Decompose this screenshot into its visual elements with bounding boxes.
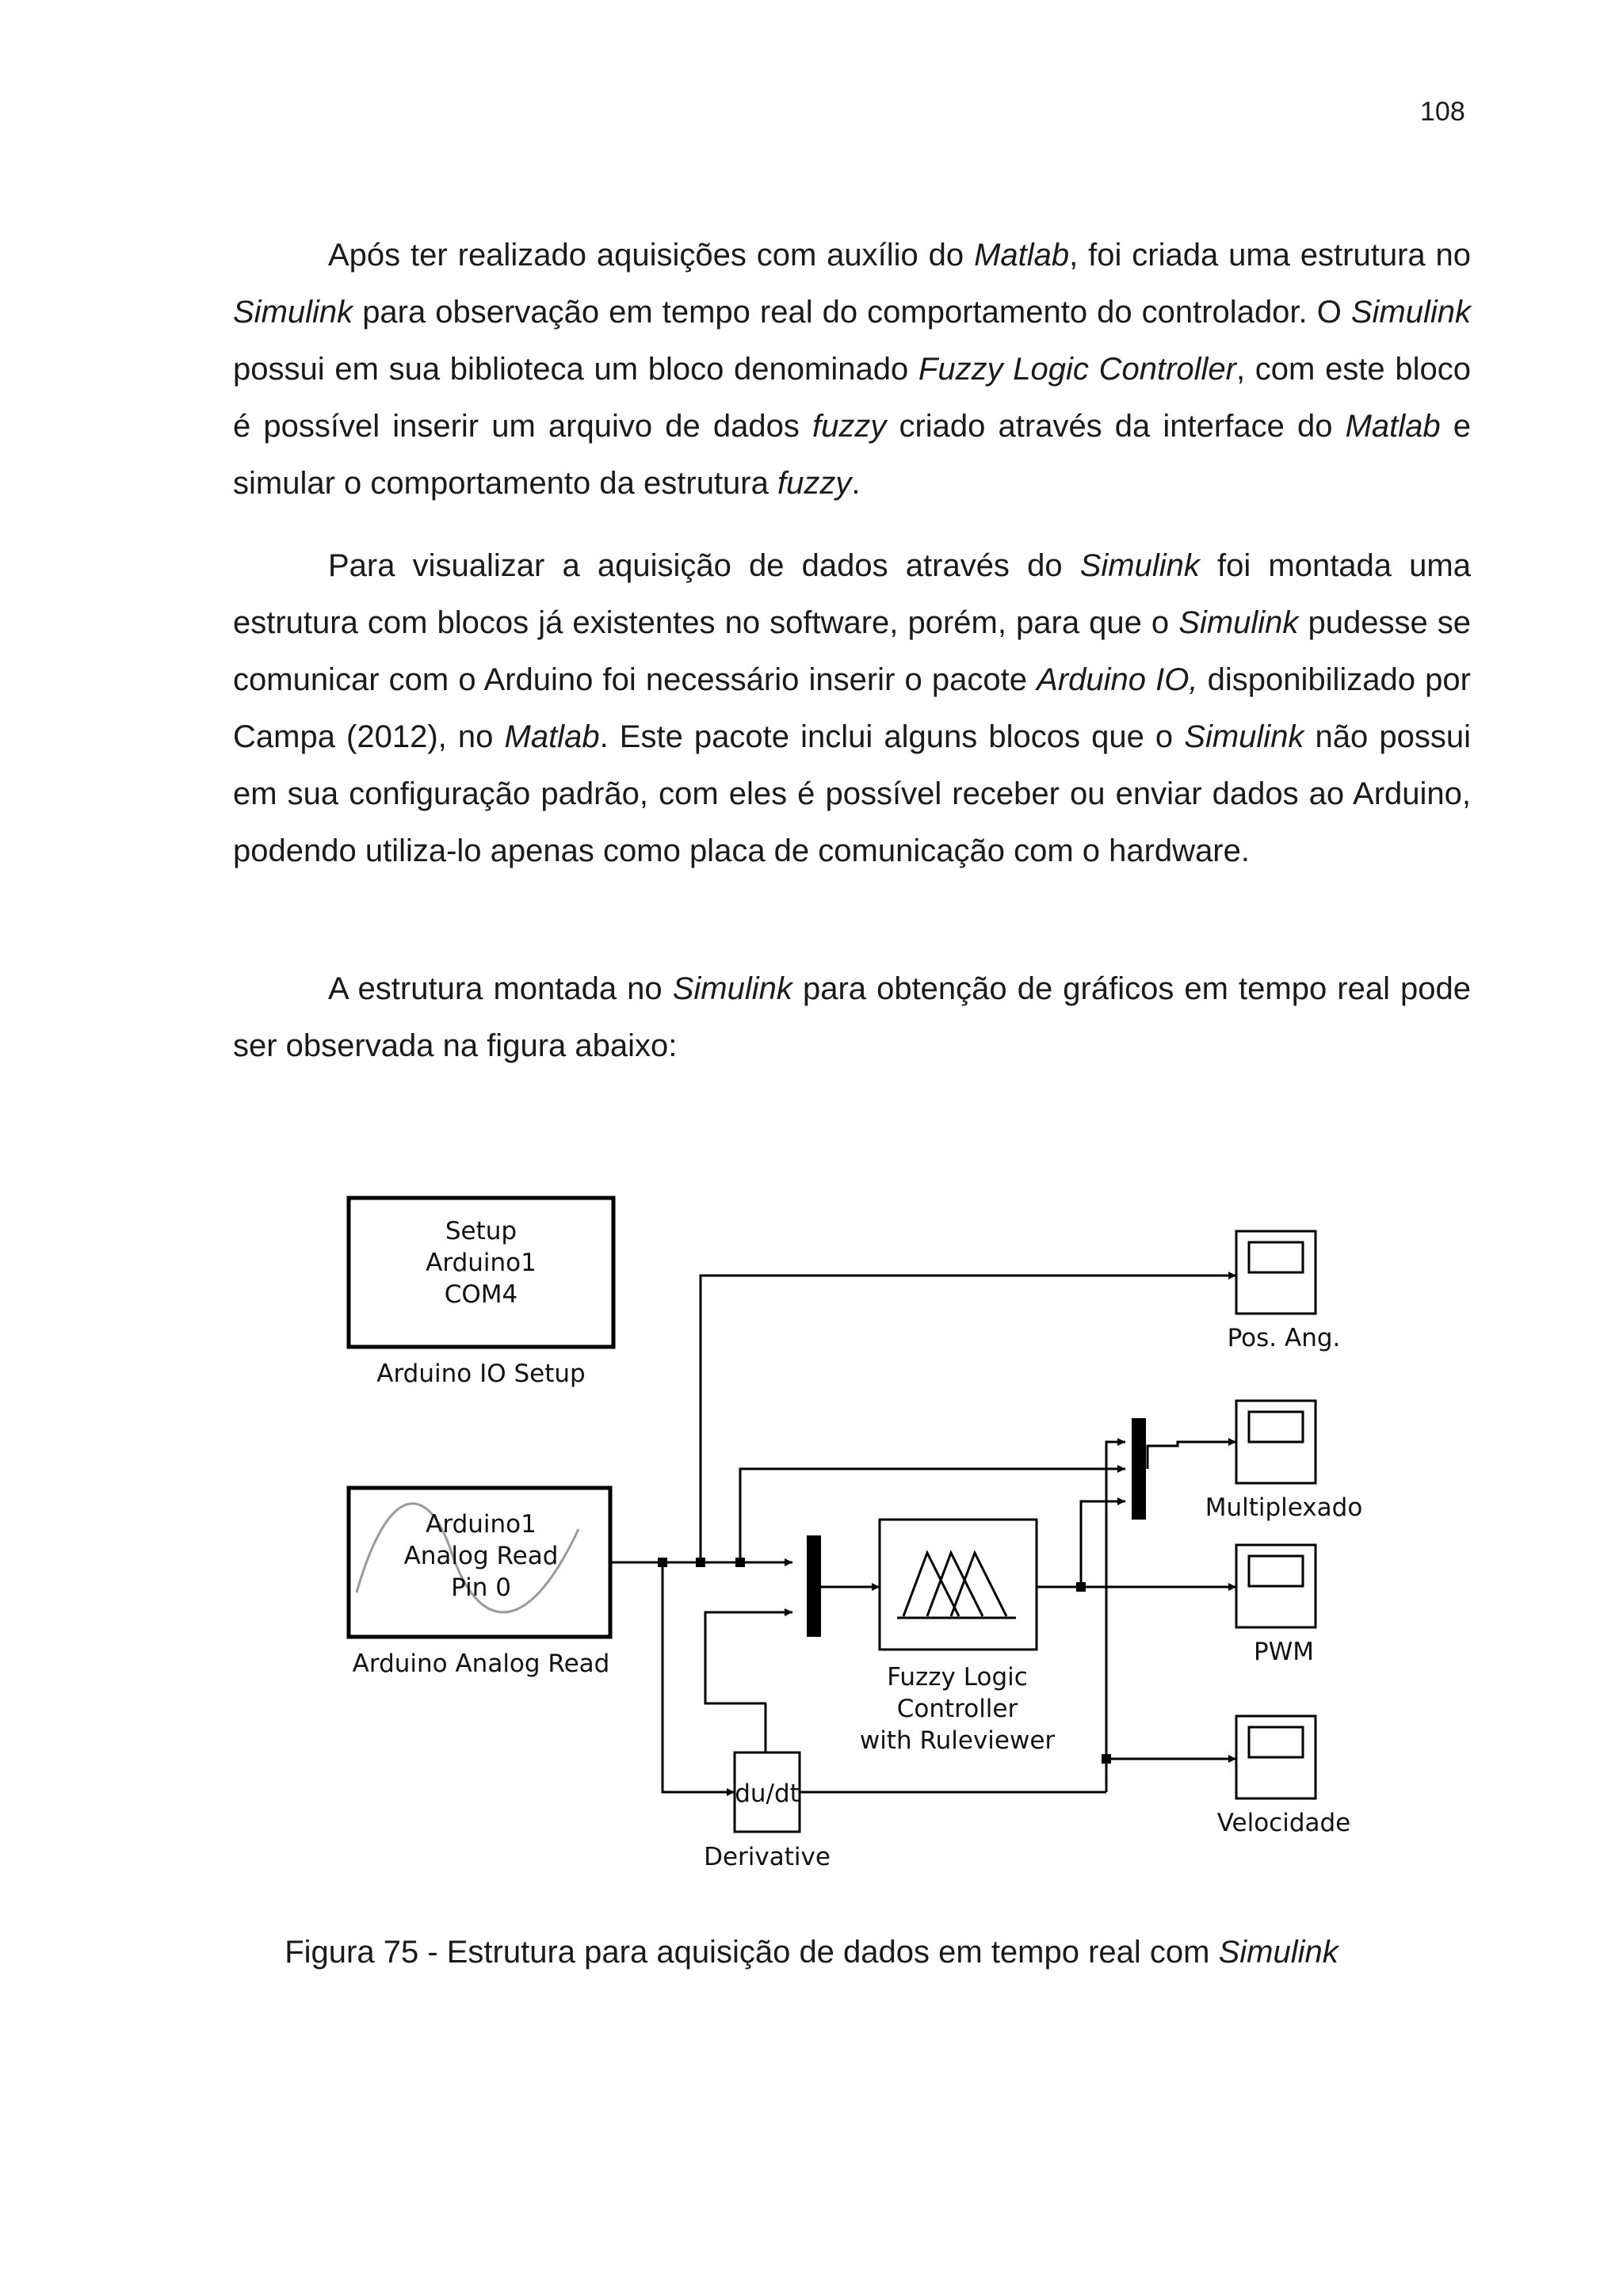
paragraph-text-run: fuzzy	[812, 409, 887, 444]
arduino-io-setup-block	[349, 1198, 613, 1347]
paragraph-text-run: foi montada uma estrutura com blocos já existentes no software, porém, para que o	[233, 548, 1471, 640]
paragraph-text-run: criado através da interface do	[886, 409, 1346, 444]
paragraph-text-run: pudesse se comunicar com o Arduino foi necessário inserir o pacote	[233, 605, 1472, 697]
scope-multiplexado	[1236, 1401, 1316, 1483]
paragraph-text-run: Simulink	[1079, 548, 1200, 583]
setup-block-line-1: Setup	[445, 1217, 517, 1245]
paragraph-text-run: . Este pacote inclui alguns blocos que o	[599, 719, 1185, 754]
paragraph-text-run: Matlab	[974, 238, 1070, 273]
paragraph-text-run: para observação em tempo real do comportamento do controlador. O	[353, 295, 1351, 330]
analog-block-line-2: Analog Read	[403, 1542, 559, 1570]
mux-bar-2	[1132, 1418, 1146, 1520]
paragraph-text-run: e simular o comportamento da estrutura	[233, 409, 1472, 501]
paragraph-text-run: A estrutura montada no	[328, 971, 673, 1006]
figure-caption	[0, 1935, 1623, 1970]
paragraph-text-run: possui em sua biblioteca um bloco denominado	[233, 352, 918, 387]
paragraph-text-run: Fuzzy Logic Controller	[918, 352, 1236, 387]
setup-block-line-2: Arduino1	[426, 1249, 537, 1277]
caption-text-run: Figura 75 - Estrutura para aquisição de dados em tempo real com	[285, 1935, 1219, 1970]
setup-block-label: Arduino IO Setup	[376, 1360, 586, 1388]
scope-pwm	[1236, 1545, 1316, 1627]
paragraph-text-run: , com este bloco é possível inserir um arquivo de dados	[233, 352, 1471, 444]
caption-text-run: Simulink	[1218, 1935, 1338, 1970]
fuzzy-label-line-2: Controller	[896, 1695, 1018, 1723]
paragraph-text-run: Após ter realizado aquisições com auxílio do	[328, 238, 975, 273]
arduino-analog-read-block	[349, 1488, 610, 1637]
paragraph-text-run: Arduino IO,	[1037, 662, 1198, 697]
paragraph-text-run: Simulink	[672, 971, 792, 1006]
fuzzy-logic-controller-block	[880, 1520, 1037, 1650]
paragraph-text-run: Para visualizar a aquisição de dados através do	[328, 548, 1080, 583]
paragraph-text-run: Simulink	[233, 295, 353, 330]
fuzzy-label-line-3: with Ruleviewer	[859, 1726, 1056, 1755]
paragraph-text-run: Matlab	[504, 719, 600, 754]
paragraph-text-run: não possui em sua configuração padrão, com eles é possível receber ou enviar dados ao Arduino, podendo utiliza-lo apenas como placa de comunicação com o hardware.	[233, 719, 1472, 868]
setup-block-line-3: COM4	[444, 1280, 518, 1309]
paragraph-3	[233, 960, 1471, 1074]
paragraph-text-run: .	[851, 466, 861, 501]
analog-block-line-1: Arduino1	[426, 1510, 537, 1539]
scope-velocidade	[1236, 1716, 1316, 1798]
paragraph-text-run: Matlab	[1345, 409, 1441, 444]
paragraph-text-run: Simulink	[1184, 719, 1304, 754]
scope-multiplexado-label: Multiplexado	[1205, 1493, 1363, 1522]
scope-pos-ang-label: Pos. Ang.	[1227, 1324, 1341, 1352]
analog-block-label: Arduino Analog Read	[352, 1650, 610, 1678]
scope-pwm-label: PWM	[1253, 1638, 1315, 1666]
scope-pos-ang	[1236, 1231, 1316, 1314]
paragraph-text-run: Simulink	[1350, 295, 1471, 330]
derivative-block	[735, 1753, 800, 1832]
analog-block-line-3: Pin 0	[451, 1573, 511, 1602]
derivative-label: Derivative	[704, 1843, 831, 1871]
mux-bar-1	[807, 1535, 821, 1637]
page-number: 108	[1420, 97, 1465, 127]
scope-velocidade-label: Velocidade	[1216, 1809, 1351, 1837]
paragraph-text-run: disponibilizado por Campa (2012), no	[233, 662, 1471, 754]
paragraph-text-run: Simulink	[1178, 605, 1299, 640]
simulink-diagram	[333, 1180, 1379, 1894]
paragraph-text-run: , foi criada uma estrutura no	[1069, 238, 1472, 273]
paragraph-1	[233, 227, 1471, 512]
fuzzy-label-line-1: Fuzzy Logic	[887, 1663, 1028, 1691]
derivative-block-text: du/dt	[735, 1779, 800, 1808]
paragraph-text-run: fuzzy	[777, 466, 852, 501]
paragraph-text-run: para obtenção de gráficos em tempo real pode ser observada na figura abaixo:	[233, 971, 1472, 1063]
paragraph-2	[233, 537, 1471, 879]
